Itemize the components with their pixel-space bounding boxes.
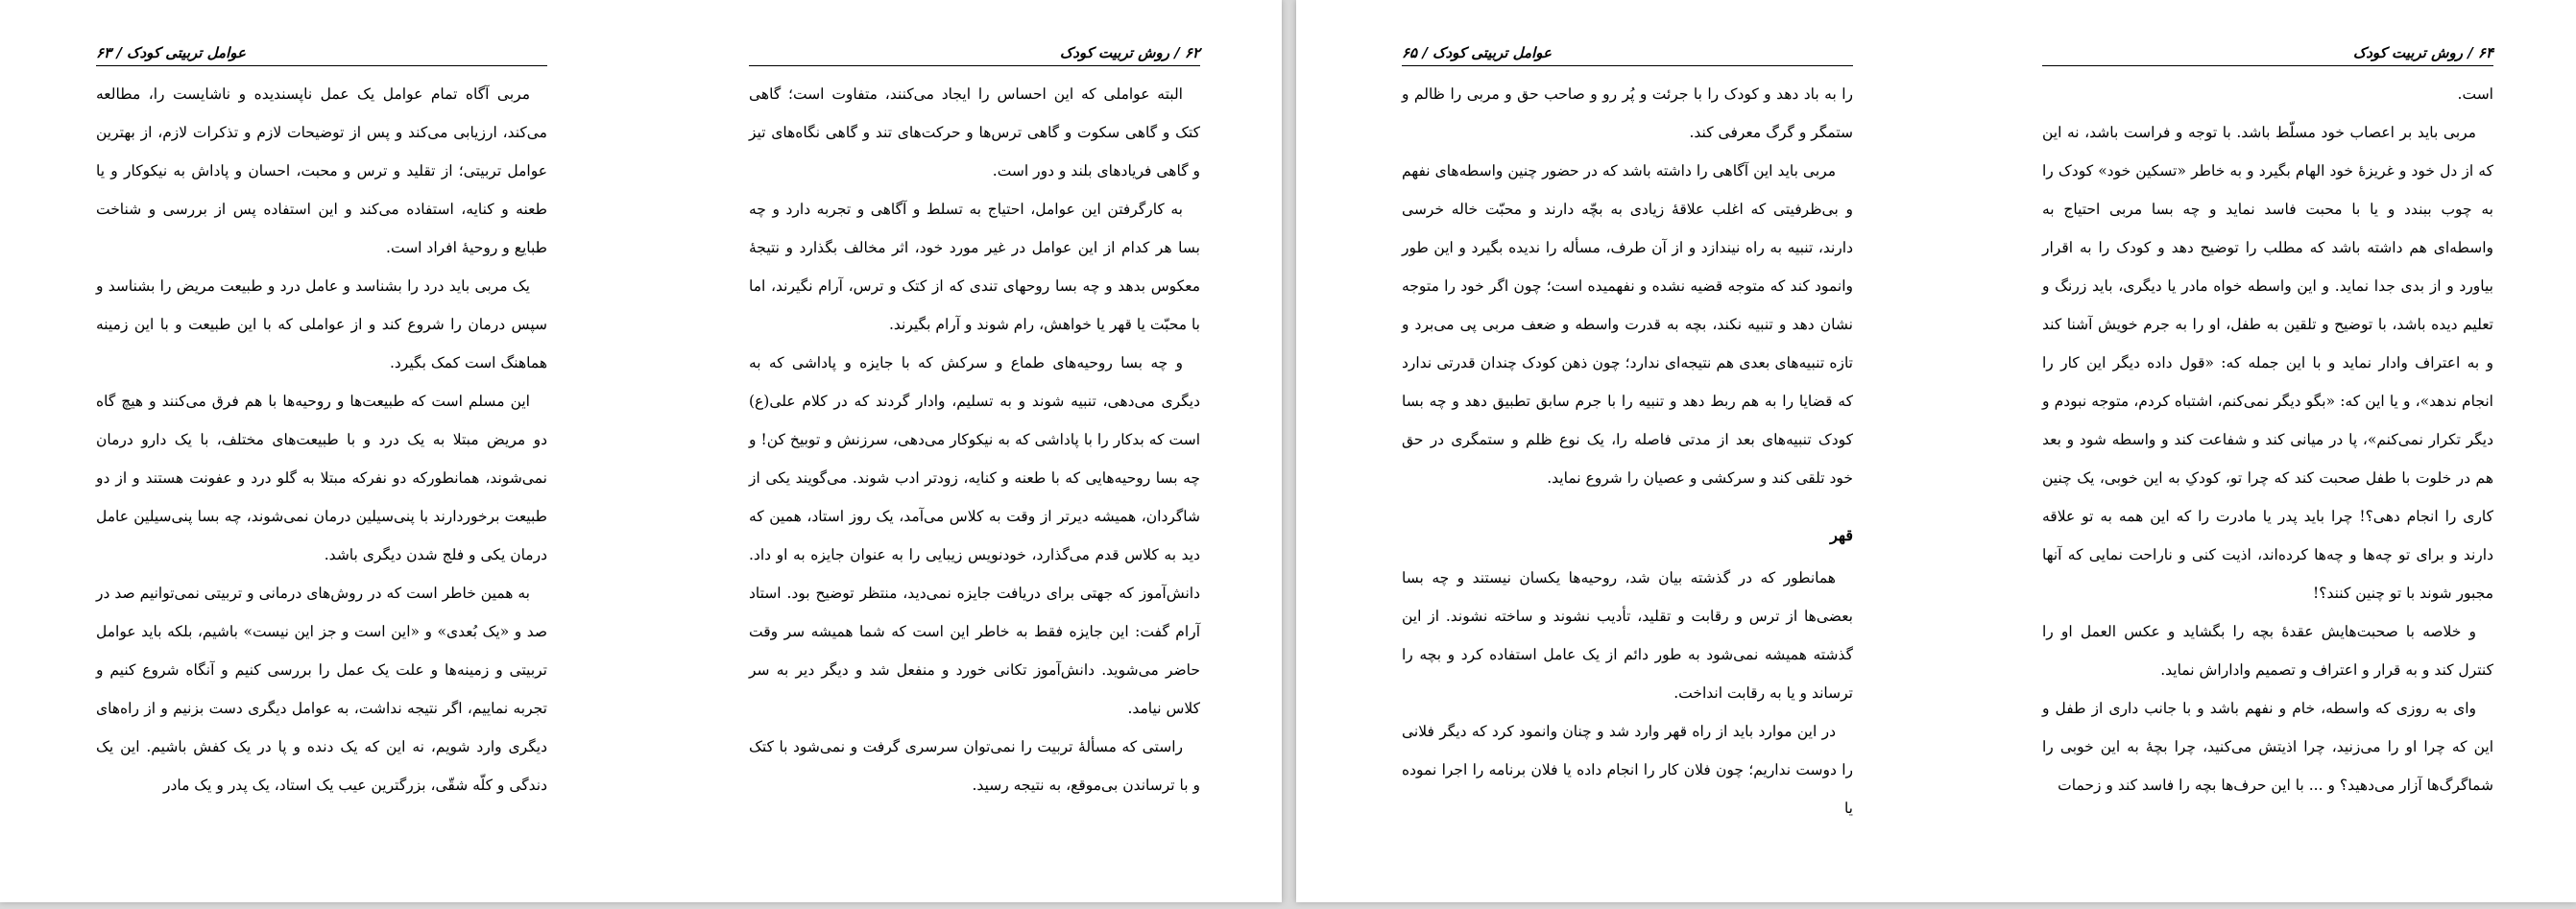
page-65 [1402,0,1853,864]
page-62 [749,0,1200,864]
paragraph: یک مربی باید درد را بشناسد و عامل درد و طبیعت مریض را بشناسد و سپس درمان را شروع کند و از عواملی که با این طبیعت و با این زمینه هماهنگ است کمک بگیرد. [96,277,547,371]
paragraph: همانطور که در گذشته بیان شد، روحیه‌ها یکسان نیستند و چه بسا بعضی‌ها از ترس و رقابت و تقلید، تأدیب نشوند و ساخته نشوند. از این گذشته همیشه نمی‌شود به طور دائم از یک عامل استفاده کرد و بچه را ترساند و یا به رقابت انداخت. [1402,569,1853,702]
page-63 [96,0,547,864]
paragraph: وای به روزی که واسطه، خام و نفهم باشد و با جانب داری از طفل و این که چرا او را می‌زنید، چرا اذیتش می‌کنید، چرا بچهٔ به این خوبی را شماگرگ‌ها آزار می‌دهید؟ و ... با این حرف‌ها بچه را فاسد کند و زحمات [2042,700,2493,794]
paragraph: به همین خاطر است که در روش‌های درمانی و تربیتی نمی‌توانیم صد در صد و «یک بُعدی» و «این است و جز این نیست» باشیم، بلکه باید عوامل تربیتی و زمینه‌ها و علت یک عمل را بررسی کنیم و آنگاه شروع کنیم و تجربه نماییم، اگر نتیجه نداشت، به عوامل دیگری دست بزنیم و از راه‌های دیگری وارد شویم، نه این که یک دنده و پا در یک کفش باشیم. این یک دندگی و کلّه شقّی، بزرگترین عیب یک استاد، یک پدر و یک مادر [96,585,547,794]
page-header [96,42,547,66]
running-header: ۶۲ / روش تربیت کودک [1059,44,1200,61]
page-body [749,75,1200,804]
page-header [2042,42,2493,66]
running-header: عوامل تربیتی کودک / ۶۳ [96,44,246,61]
page-header [749,42,1200,66]
paragraph: مربی باید این آگاهی را داشته باشد که در حضور چنین واسطه‌های نفهم و بی‌ظرفیتی که اغلب علاقهٔ زیادی به بچّه دارند و محبّت خاله خرسی دارند، تنبیه به راه نیندازد و از آن طرف، مسأله را ندیده بگیرد و این طور وانمود کند که متوجه قضیه نشده و نفهمیده است؛ چون اگر خود را متوجه نشان دهد و تنبیه نکند، بچه به قدرت واسطه و ضعف مربی پی می‌برد و تازه تنبیه‌های بعدی هم نتیجه‌ای ندارد؛ چون ذهن کودک چندان قدرتی ندارد که قضایا را به هم ربط دهد و تنبیه را با جرم سابق تطبیق دهد و چه بسا کودک تنبیه‌های بعد از مدتی فاصله را، یک نوع ظلم و ستمگری در حق خود تلقی کند و سرکشی و عصیان را شروع نماید. [1402,162,1853,487]
page-body [2042,75,2493,804]
page-body [96,75,547,804]
paragraph: مربی آگاه تمام عوامل یک عمل ناپسندیده و ناشایست را، مطالعه می‌کند، ارزیابی می‌کند و پس از توضیحات لازم و تذکرات لازم، از بهترین عوامل تربیتی؛ از تقلید و ترس و محبت، احسان و پاداش به نیکوکار و یا طعنه و کنایه، استفاده می‌کند و این استفاده پس از بررسی و شناخت طبایع و روحیهٔ افراد است. [96,85,547,256]
paragraph: و چه بسا روحیه‌های طماع و سرکش که با جایزه و پاداشی که به دیگری می‌دهی، تنبیه شوند و به تسلیم، وادار گردند که در کلام علی(ع) است که بدکار را با پاداشی که به نیکوکار می‌دهی، سرزنش و توبیخ کن! و چه بسا روحیه‌هایی که با طعنه و کنایه، زودتر ادب شوند. می‌گویند یکی از شاگردان، همیشه دیرتر از وقت به کلاس می‌آمد، یک روز استاد، همین که دید به کلاس قدم می‌گذارد، خودنویس زیبایی را به عنوان جایزه به او داد. دانش‌آموز که جهتی برای دریافت جایزه نمی‌دید، منتظر توضیح بود. استاد آرام گفت: این جایزه فقط به خاطر این است که شما همیشه سر وقت حاضر می‌شوید. دانش‌آموز تکانی خورد و منفعل شد و دیگر دیر به سر کلاس نیامد. [749,354,1200,717]
paragraph: را به باد دهد و کودک را با جرئت و پُر رو و صاحب حق و مربی را ظالم و ستمگر و گرگ معرفی کند. [1402,85,1853,141]
running-header: عوامل تربیتی کودک / ۶۵ [1402,44,1552,61]
paragraph: و خلاصه با صحبت‌هایش عقدهٔ بچه را بگشاید و عکس العمل او را کنترل کند و به قرار و اعتراف و تصمیم واداراش نماید. [2042,623,2493,679]
right-page-spread [1296,0,2576,902]
page-header [1402,42,1853,66]
paragraph: به کارگرفتن این عوامل، احتیاج به تسلط و آگاهی و تجربه دارد و چه بسا هر کدام از این عوامل در غیر مورد خود، اثر مخالف بگذارد و نتیجهٔ معکوس بدهد و چه بسا روحهای تندی که از کتک و ترس، آرام نگیرند، اما با محبّت یا قهر یا خواهش، رام شوند و آرام بگیرند. [749,201,1200,333]
page-64 [2042,0,2493,864]
paragraph: این مسلم است که طبیعت‌ها و روحیه‌ها با هم فرق می‌کنند و هیچ گاه دو مریض مبتلا به یک درد و با طبیعت‌های مختلف، با یک دارو درمان نمی‌شوند، همانطورکه دو نفرکه مبتلا به گلو درد و عفونت هستند و از دو طبیعت برخوردارند با پنی‌سیلین درمان نمی‌شوند، چه بسا پنی‌سیلین عامل درمان یکی و فلج شدن دیگری باشد. [96,393,547,563]
paragraph: راستی که مسألهٔ تربیت را نمی‌توان سرسری گرفت و نمی‌شود با کتک و با ترساندن بی‌موقع، به نتیجه رسید. [749,738,1200,794]
running-header: ۶۴ / روش تربیت کودک [2352,44,2493,61]
left-page-spread [0,0,1282,902]
paragraph: مربی باید بر اعصاب خود مسلّط باشد. با توجه و فراست باشد، نه این که از دل خود و غریزهٔ خود الهام بگیرد و به خاطر «تسکین خود» کودک را به چوب ببندد و یا با محبت فاسد نماید و چه بسا مربی احتیاج به واسطه‌ای هم داشته باشد که مطلب را توضیح دهد و کودک را به اقرار بیاورد و از بدی جدا نماید. و این واسطه خواه مادر یا دیگری، باید زرنگ و تعلیم دیده باشد، با توضیح و تلقین به طفل، او را به جرم خویش آشنا کند و به اعتراف وادار نماید و با این جمله که: «قول داده دیگر این کار را انجام ندهد»، و یا این که: «بگو دیگر نمی‌کنم، اشتباه کردم، متوجه نبودم و دیگر تکرار نمی‌کنم»، پا در میانی کند و شفاعت کند و واسطه شود و بعد هم در خلوت با طفل صحبت کند که چرا تو، کودکِ به این خوبی، یک چنین کاری را انجام دهی؟! چرا باید پدر یا مادرت را که این همه به تو علاقه دارند و برای تو چه‌ها و چه‌ها کرده‌اند، اذیت کنی و ناراحت نمایی که آنها مجبور شوند با تو چنین کنند؟! [2042,124,2493,602]
page-body [1402,75,1853,827]
paragraph: در این موارد باید از راه قهر وارد شد و چنان وانمود کرد که دیگر فلانی را دوست نداریم؛ چون فلان کار را انجام داده یا فلان برنامه را اجرا نموده یا [1402,723,1853,817]
paragraph: است. [2457,85,2493,103]
paragraph: البته عواملی که این احساس را ایجاد می‌کنند، متفاوت است؛ گاهی کتک و گاهی سکوت و گاهی ترس‌ها و حرکت‌های تند و گاهی نگاه‌های تیز و گاهی فریادهای بلند و دور است. [749,85,1200,179]
section-heading: قهر [1830,526,1853,544]
